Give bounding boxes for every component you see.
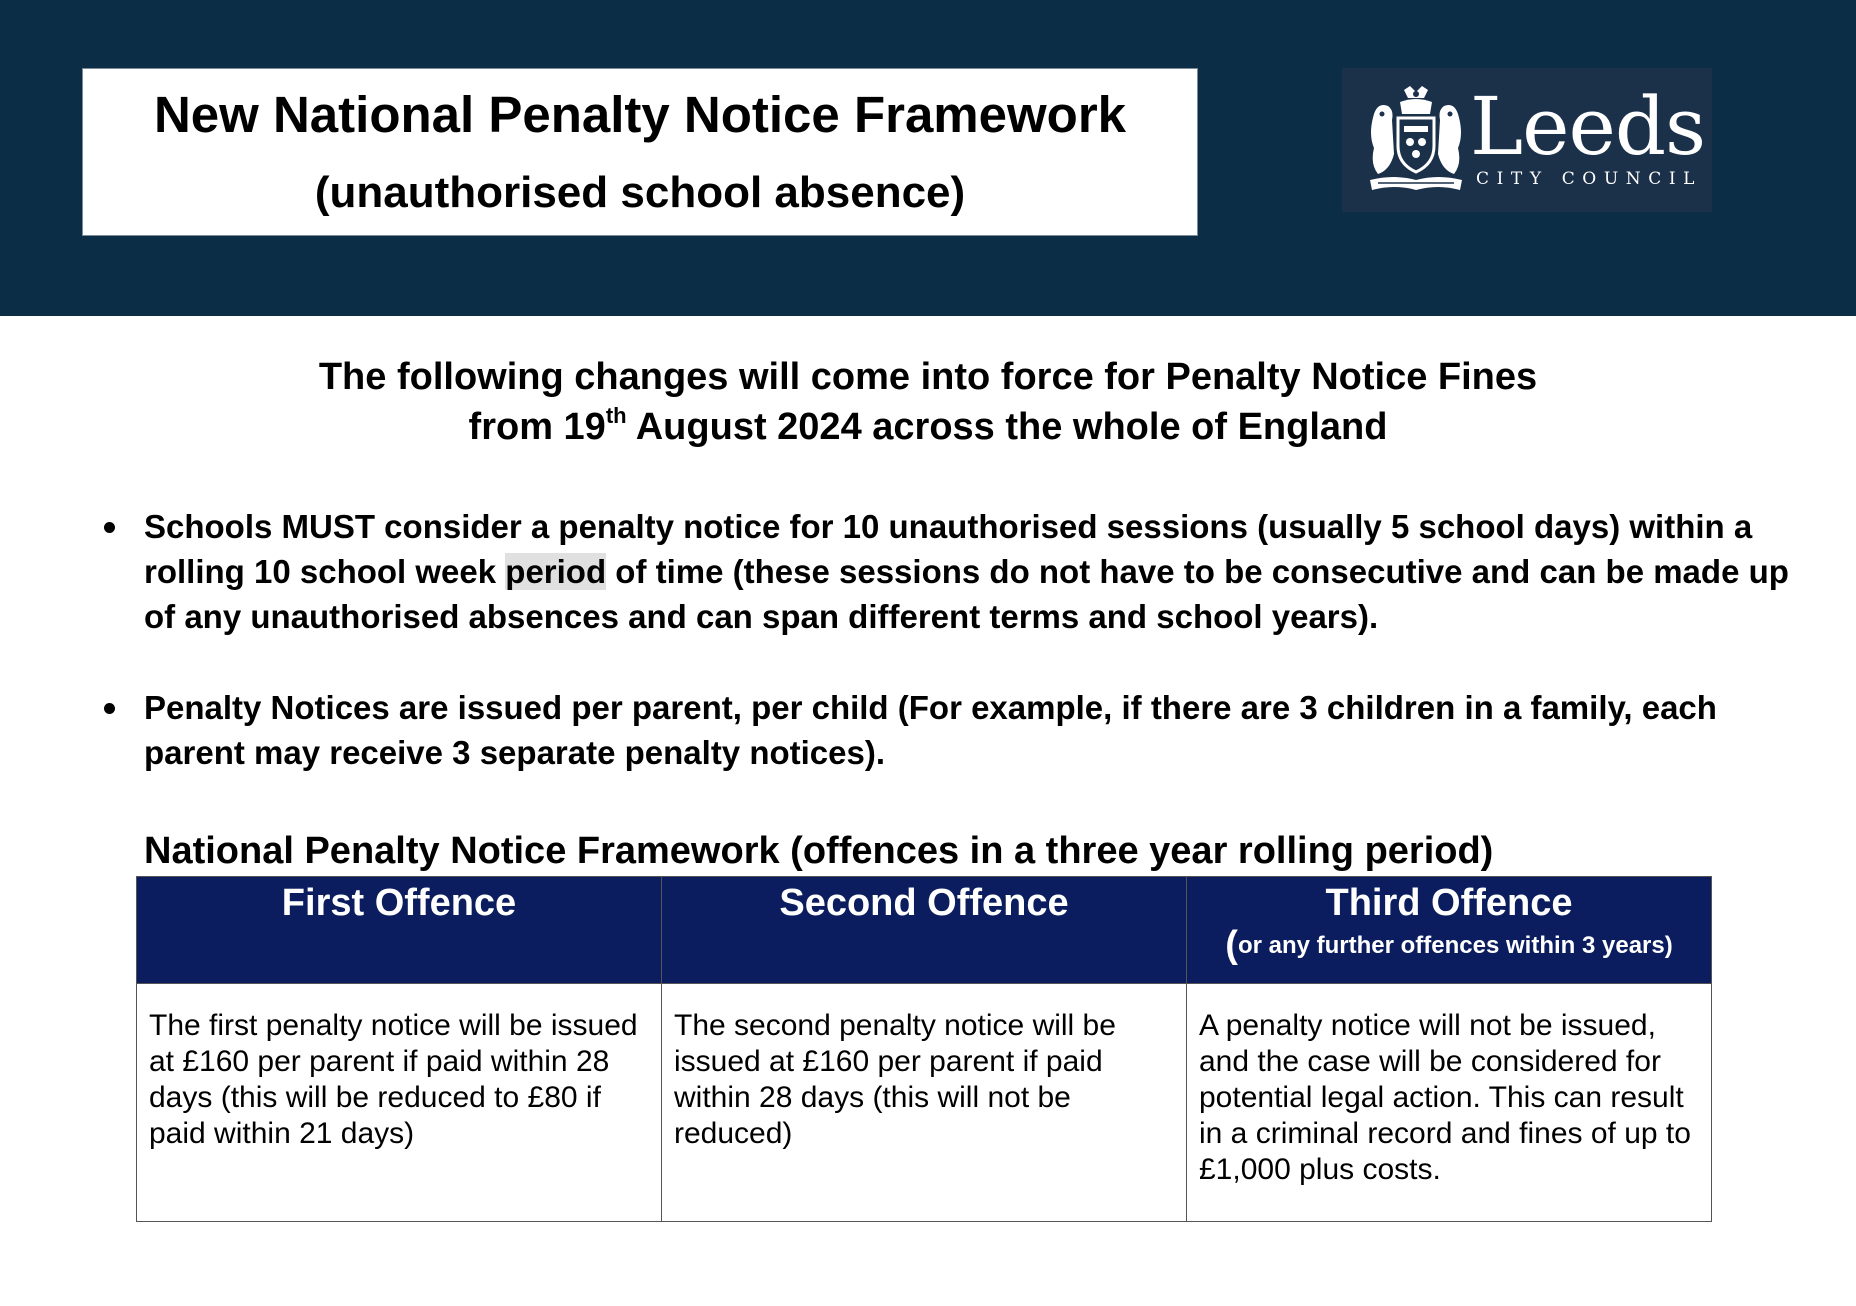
column-title: Third Offence [1325, 882, 1573, 924]
logo-wordmark: Leeds [1470, 80, 1706, 173]
bullet-text: Schools MUST consider a penalty notice for 10 unauthorised sessions (usually 5 school days) within a rolling 10 school week [144, 508, 1753, 590]
headline-date-rest: August 2024 across the whole of England [626, 406, 1388, 448]
rules-list [96, 504, 1816, 775]
headline-line-2 [0, 402, 1856, 452]
changes-headline [0, 352, 1856, 452]
page-subtitle: (unauthorised school absence) [314, 168, 966, 217]
headline-line-1: The following changes will come into force for Penalty Notice Fines [318, 356, 1538, 398]
second-offence-cell: The second penalty notice will be issued at £160 per parent if paid within 28 days (this will not be reduced) [662, 984, 1187, 1222]
table-header-row [137, 877, 1712, 984]
bullet-text: of time (these sessions do not have to be consecutive and can be made up of any unauthorised absences and can span different terms and school years). [144, 553, 1789, 635]
headline-date-suffix: th [605, 403, 627, 428]
third-offence-cell: A penalty notice will not be issued, and the case will be considered for potential legal action. This can result in a criminal record and fines of up to £1,000 plus costs. [1187, 984, 1712, 1222]
title-box [82, 68, 1198, 236]
headline-date-prefix: from 19 [468, 406, 606, 448]
header-banner [0, 0, 1856, 316]
column-title: First Offence [281, 882, 517, 924]
column-header-third-offence [1187, 877, 1712, 984]
framework-table [136, 876, 1712, 1222]
column-subtitle [1187, 924, 1711, 966]
bullet-text: Penalty Notices are issued per parent, per child (For example, if there are 3 children in a family, each parent may receive 3 separate penalty notices). [144, 689, 1717, 771]
subtitle-paren: ( [1225, 924, 1238, 966]
highlighted-word: period [505, 553, 607, 590]
list-item [96, 504, 1816, 639]
page-title: New National Penalty Notice Framework [153, 86, 1127, 143]
column-header-second-offence [662, 877, 1187, 984]
leeds-coat-of-arms-icon [1364, 84, 1468, 196]
leeds-city-council-logo [1342, 68, 1712, 212]
subtitle-text: or any further offences within 3 years) [1237, 932, 1673, 959]
column-title: Second Offence [779, 882, 1069, 924]
first-offence-cell: The first penalty notice will be issued at £160 per parent if paid within 28 days (this will be reduced to £80 if paid within 21 days) [137, 984, 662, 1222]
column-header-first-offence [137, 877, 662, 984]
list-item [96, 685, 1816, 775]
framework-heading: National Penalty Notice Framework (offences in a three year rolling period) [144, 830, 1494, 872]
logo-subtitle: CITY COUNCIL [1476, 169, 1703, 189]
table-row [137, 984, 1712, 1222]
